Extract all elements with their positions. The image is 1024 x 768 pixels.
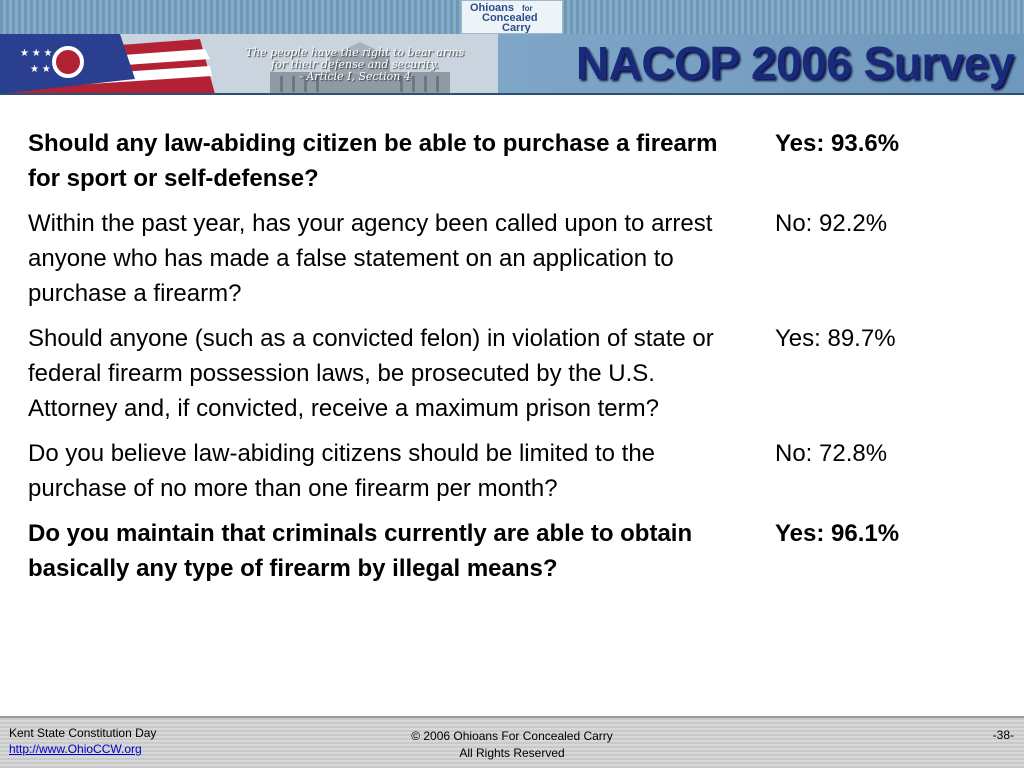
survey-question: Should any law-abiding citizen be able to purchase a firearm for sport or self-defense? [28,130,718,192]
footer-center [0,728,1024,762]
logo-word-3: Concealed [482,12,538,24]
svg-text:★ ★ ★: ★ ★ ★ [20,48,53,59]
survey-answer: Yes: 93.6% [775,130,900,157]
survey-question: Should anyone (such as a convicted felon) in violation of state or federal firearm possession laws, be prosecuted by the U.S. Attorney and, if convicted, receive a maximum prison term? [28,325,714,422]
banner-divider [0,93,1024,95]
page-title: NACOP 2006 Survey [575,37,1014,89]
survey-answer: No: 92.2% [775,210,888,237]
survey-content [28,126,988,596]
survey-question: Do you maintain that criminals currently are able to obtain basically any type of firearm by illegal means? [28,520,693,582]
survey-answer: Yes: 96.1% [775,520,900,547]
logo-word-4: Carry [502,22,531,33]
survey-row [28,126,988,196]
page-number: -38- [992,728,1014,742]
title-area [498,34,1024,94]
footer-copyright: © 2006 Ohioans For Concealed Carry [411,729,613,743]
survey-row [28,321,988,426]
footer-rights: All Rights Reserved [459,746,565,760]
footer-event: Kent State Constitution Day [9,726,157,740]
logo-word-1: Ohioans [470,2,515,14]
footer [0,716,1024,768]
survey-row [28,206,988,311]
survey-answer: No: 72.8% [775,440,888,467]
survey-question: Within the past year, has your agency been called upon to arrest anyone who has made a false statement on an application to purchase a firearm? [28,210,713,307]
survey-row [28,436,988,506]
svg-text:★ ★: ★ ★ [30,64,51,75]
constitution-quote [215,38,495,92]
footer-link[interactable]: http://www.OhioCCW.org [9,742,142,756]
quote-line-1: The people have the right to bear arms [245,46,465,59]
survey-answer: Yes: 89.7% [775,325,896,352]
ohioans-logo [461,0,563,34]
logo-word-2: for [522,4,533,13]
quote-line-3: - Article I, Section 4 [299,70,411,83]
ohioans-logo-graphic [462,1,562,33]
survey-row [28,516,988,586]
quote-line-2: for their defense and security. [271,58,439,71]
survey-question: Do you believe law-abiding citizens should be limited to the purchase of no more than one firearm per month? [28,440,656,502]
